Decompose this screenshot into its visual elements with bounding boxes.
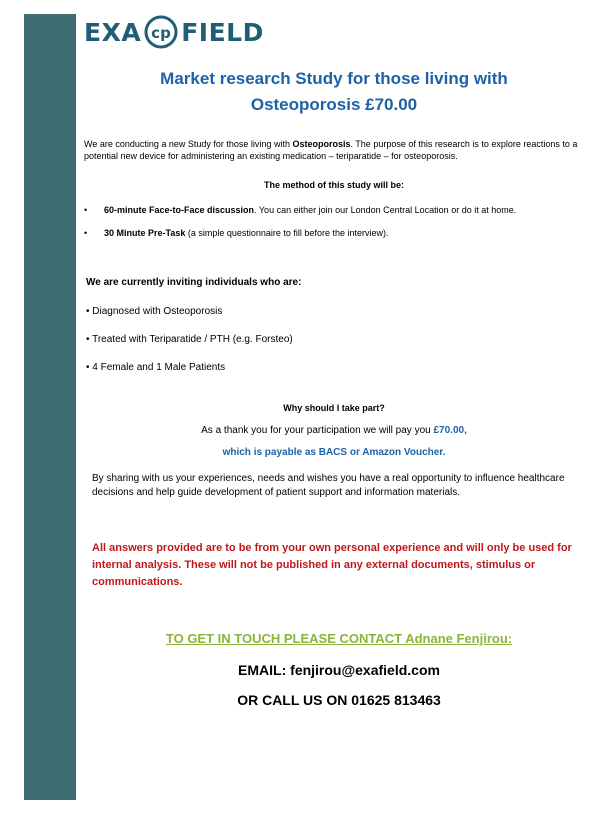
- contact-email: EMAIL: fenjirou@exafield.com: [238, 662, 440, 678]
- method-item: [84, 204, 584, 216]
- page-title: [84, 66, 584, 118]
- contact-heading: TO GET IN TOUCH PLEASE CONTACT Adnane Fenjirou:: [165, 631, 513, 646]
- payment-amount: £70.00,: [433, 425, 467, 436]
- method-item-bold: 60-minute Face-to-Face discussion: [104, 205, 255, 215]
- criteria-list: [84, 306, 584, 373]
- logo-text-left: EXA: [84, 17, 142, 47]
- method-item-text: . You can either join our London Central Location or do it at home.: [254, 205, 517, 215]
- disclaimer-paragraph: All answers provided are to be from your own personal experience and will only be used for internal analysis. These will not be published in any external documents, stimulus or communications.: [92, 542, 572, 588]
- title-line-1: Market research Study for those living with: [160, 69, 508, 88]
- contact-phone: OR CALL US ON 01625 813463: [237, 692, 441, 708]
- exafield-logo: [84, 14, 264, 50]
- sharing-paragraph: By sharing with us your experiences, needs and wishes you have a real opportunity to influence healthcare decisions and help guide development of patient support and information materials.: [92, 473, 565, 498]
- thanks-text: As a thank you for your participation we will pay you: [201, 425, 434, 436]
- method-list: [84, 204, 584, 239]
- logo-text-right: FIELD: [181, 17, 264, 47]
- criteria-item: • Treated with Teriparatide / PTH (e.g. Forsteo): [86, 334, 293, 345]
- invite-heading: We are currently inviting individuals who are:: [86, 277, 302, 288]
- intro-text-2: . The purpose of this research is to explore reactions to a potential new device for administering an existing medication – teriparatide – for osteoporosis.: [84, 139, 578, 161]
- method-item-text: (a simple questionnaire to fill before the interview).: [185, 228, 389, 238]
- intro-paragraph: [84, 138, 584, 162]
- criteria-item: • Diagnosed with Osteoporosis: [86, 306, 223, 317]
- criteria-item: • 4 Female and 1 Male Patients: [86, 362, 226, 373]
- sidebar-band: [24, 14, 76, 800]
- thanks-line: [84, 425, 584, 436]
- logo-mark-icon: [144, 15, 178, 49]
- title-line-2: Osteoporosis £70.00: [250, 95, 418, 114]
- method-heading: The method of this study will be:: [263, 180, 404, 190]
- why-heading: Why should I take part?: [283, 403, 385, 413]
- logo-mark-letters: cp: [151, 24, 172, 42]
- method-item: [84, 227, 584, 239]
- method-item-bold: 30 Minute Pre-Task: [104, 228, 186, 238]
- payable-line: which is payable as BACS or Amazon Voucher.: [222, 447, 446, 458]
- flyer-content: [84, 64, 584, 708]
- intro-text-1: We are conducting a new Study for those living with: [84, 139, 293, 149]
- intro-bold: Osteoporosis: [292, 139, 351, 149]
